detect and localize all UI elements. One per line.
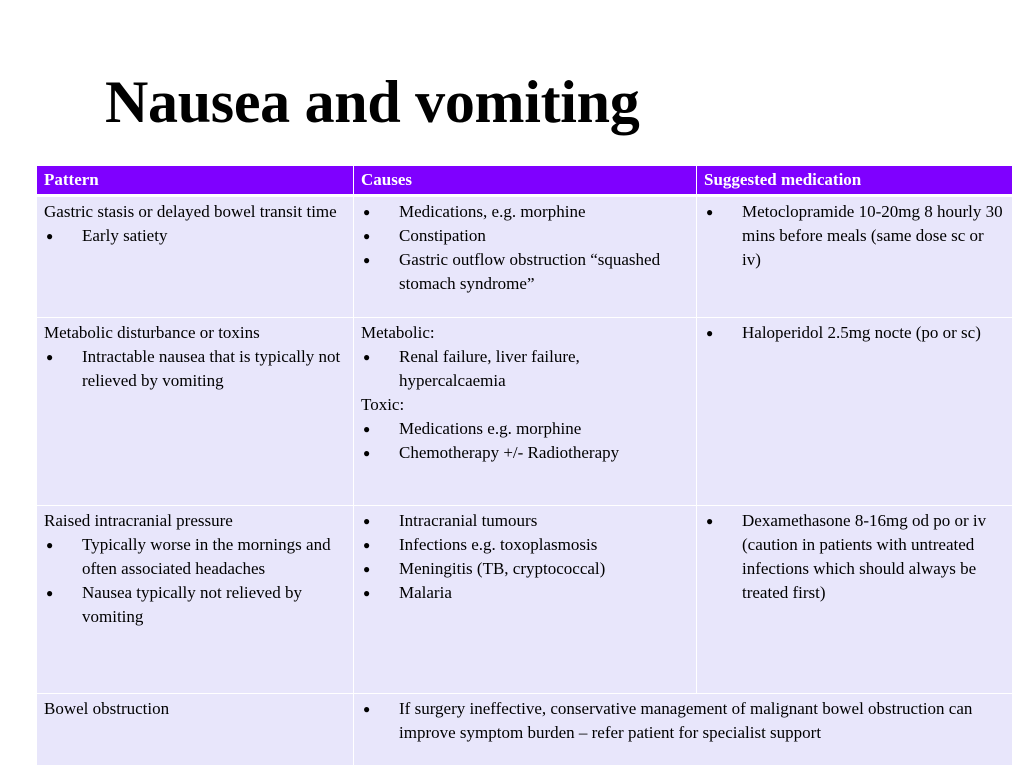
table-header-row [37,166,1013,196]
pattern-cell [37,196,354,318]
list-item: ● Gastric outflow obstruction “squashed stomach syndrome” [363,250,661,293]
bullet-icon: ● [363,253,371,267]
pattern-bullet-list [44,224,346,248]
header-pattern: Pattern [37,166,354,196]
list-item: ● Intracranial tumours [361,509,689,533]
list-item: ● Dexamethasone 8-16mg od po or iv (caution in patients with untreated infections which should always be treated first) [706,511,987,602]
list-item: ● Malaria [361,581,689,605]
bullet-icon: ● [363,702,371,716]
causes-bullet-list [361,417,689,465]
header-causes: Causes [354,166,697,196]
pattern-text: Gastric stasis or delayed bowel transit time [44,202,337,221]
list-item: ● Haloperidol 2.5mg nocte (po or sc) [704,321,1005,345]
causes-label-toxic: Toxic: [361,395,405,414]
list-item: ● Intractable nausea that is typically not relieved by vomiting [46,347,341,390]
pattern-bullet-list [44,533,346,629]
bullet-icon: ● [363,446,371,460]
list-item: ● Constipation [361,224,689,248]
causes-bullet-list [361,200,689,296]
bullet-icon: ● [46,350,54,364]
list-item: ● Infections e.g. toxoplasmosis [361,533,689,557]
causes-label-metabolic: Metabolic: [361,323,435,342]
medication-cell [697,318,1013,506]
list-item: ● Metoclopramide 10-20mg 8 hourly 30 mins before meals (same dose sc or iv) [706,202,1003,269]
bullet-icon: ● [363,205,371,219]
list-item: ● If surgery ineffective, conservative management of malignant bowel obstruction can improve symptom burden – refer patient for specialist support [363,699,973,742]
causes-bullet-list [361,697,1005,745]
bullet-icon: ● [46,586,54,600]
bullet-icon: ● [46,538,54,552]
list-item: ● Meningitis (TB, cryptococcal) [361,557,689,581]
table-row [37,506,1013,694]
pattern-text: Raised intracranial pressure [44,511,233,530]
bullet-icon: ● [706,205,714,219]
pattern-cell [37,694,354,766]
medication-bullet-list [704,509,1005,605]
bullet-icon: ● [363,422,371,436]
pattern-text: Metabolic disturbance or toxins [44,323,260,342]
pattern-cell [37,506,354,694]
table-row [37,318,1013,506]
causes-cell [354,318,697,506]
pattern-bullet-list [44,345,346,393]
table-row [37,694,1013,766]
causes-cell [354,196,697,318]
list-item: ● Medications e.g. morphine [361,417,689,441]
causes-bullet-list [361,345,689,393]
bullet-icon: ● [363,350,371,364]
causes-medication-merged-cell [354,694,1013,766]
slide-title: Nausea and vomiting [105,69,640,135]
medication-cell [697,506,1013,694]
bullet-icon: ● [706,326,714,340]
pattern-text: Bowel obstruction [44,699,170,718]
list-item: ● Typically worse in the mornings and often associated headaches [46,535,331,578]
header-suggested-medication: Suggested medication [697,166,1013,196]
bullet-icon: ● [363,538,371,552]
causes-bullet-list [361,509,689,605]
bullet-icon: ● [363,229,371,243]
bullet-icon: ● [363,586,371,600]
bullet-icon: ● [363,514,371,528]
list-item: ● Nausea typically not relieved by vomiting [46,583,302,626]
nausea-vomiting-table [36,165,1013,766]
list-item: ● Chemotherapy +/- Radiotherapy [361,441,689,465]
medication-bullet-list [704,321,1005,345]
causes-cell [354,506,697,694]
list-item: ● Medications, e.g. morphine [361,200,689,224]
bullet-icon: ● [706,514,714,528]
bullet-icon: ● [363,562,371,576]
pattern-cell [37,318,354,506]
medication-cell [697,196,1013,318]
bullet-icon: ● [46,229,54,243]
list-item: ● Early satiety [44,224,346,248]
list-item: ● Renal failure, liver failure, hypercalcaemia [363,347,580,390]
table-row [37,196,1013,318]
medication-bullet-list [704,200,1005,272]
